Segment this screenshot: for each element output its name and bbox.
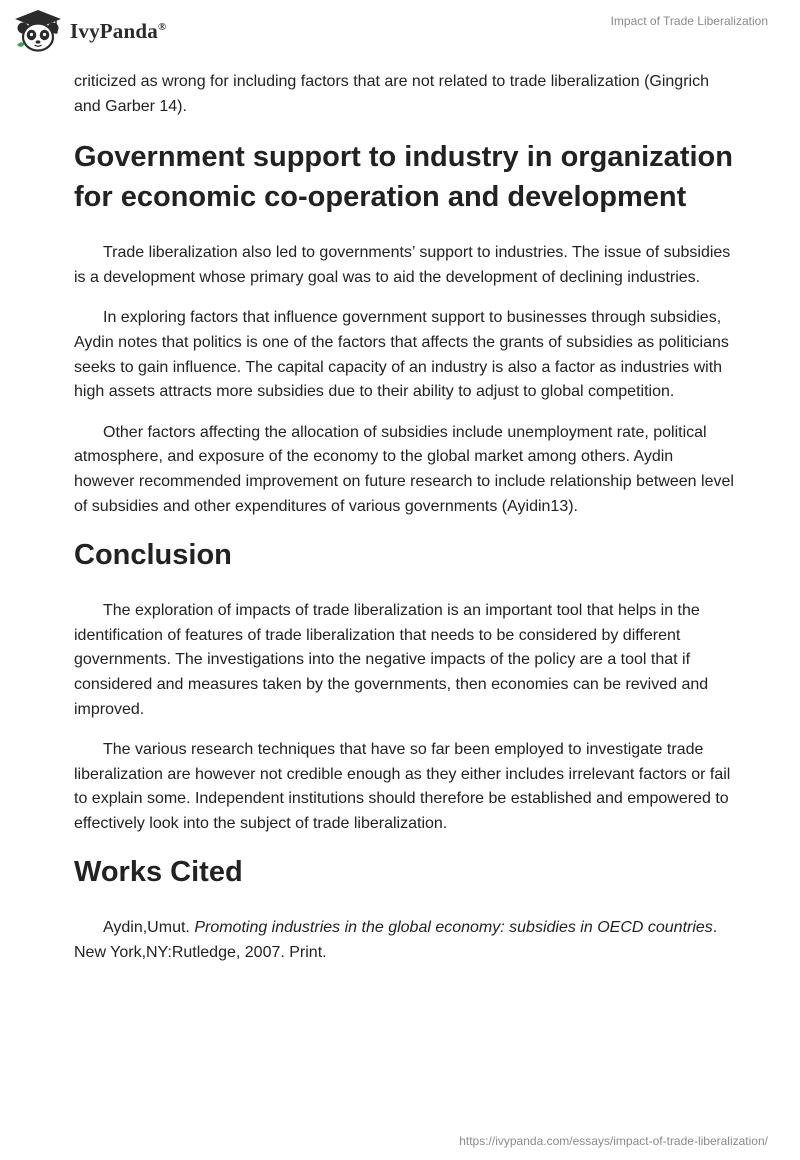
brand-name: IvyPanda® xyxy=(70,18,167,43)
section-heading-government-support: Government support to industry in organization for economic co-operation and development xyxy=(74,141,733,214)
source-url[interactable]: https://ivypanda.com/essays/impact-of-trade-liberalization/ xyxy=(459,1134,768,1148)
essay-content xyxy=(74,70,734,982)
body-paragraph: The various research techniques that have so far been employed to investigate trade liberalization are however not credible enough as they either includes irrelevant factors or fail to explain some. Independent institutions should therefore be established and empowered to effectively look into the subject of trade liberalization. xyxy=(74,741,731,832)
body-paragraph: The exploration of impacts of trade liberalization is an important tool that helps in the identification of features of trade liberalization that needs to be considered by different governments. The investigations into the negative impacts of the policy are a tool that if considered and measures taken by the governments, then economies can be revived and improved. xyxy=(74,602,709,718)
citation-title: Promoting industries in the global economy: subsidies in OECD countries xyxy=(194,919,713,937)
body-paragraph: Trade liberalization also led to governments’ support to industries. The issue of subsidies is a development whose primary goal was to aid the development of declining industries. xyxy=(74,244,731,286)
section-heading-works-cited: Works Cited xyxy=(74,856,243,889)
body-paragraph: Other factors affecting the allocation of subsidies include unemployment rate, political atmosphere, and exposure of the economy to the global market among others. Aydin however recommended improvement on future research to include relationship between level of subsidies and other expenditures of various governments (Ayidin13). xyxy=(74,423,734,515)
page-header xyxy=(0,0,800,60)
section-heading-conclusion: Conclusion xyxy=(74,539,232,572)
ivypanda-logo[interactable] xyxy=(14,9,166,53)
citation-entry xyxy=(74,916,734,965)
citation-publication: . New York,NY:Rutledge, 2007. Print. xyxy=(74,919,718,962)
registered-mark: ® xyxy=(157,20,167,33)
body-paragraph: In exploring factors that influence government support to businesses through subsidies, Aydin notes that politics is one of the factors that affects the grants of subsidies as politicians seeks to gain influence. The capital capacity of an industry is also a factor as industries with high assets attracts more subsidies due to their ability to adjust to global competition. xyxy=(74,309,729,401)
panda-graduate-icon xyxy=(14,9,62,53)
running-title: Impact of Trade Liberalization xyxy=(610,14,768,28)
citation-author: Aydin,Umut. xyxy=(103,919,190,937)
intro-paragraph-tail: criticized as wrong for including factors that are not related to trade liberalization (Gingrich and Garber 14). xyxy=(74,73,709,115)
